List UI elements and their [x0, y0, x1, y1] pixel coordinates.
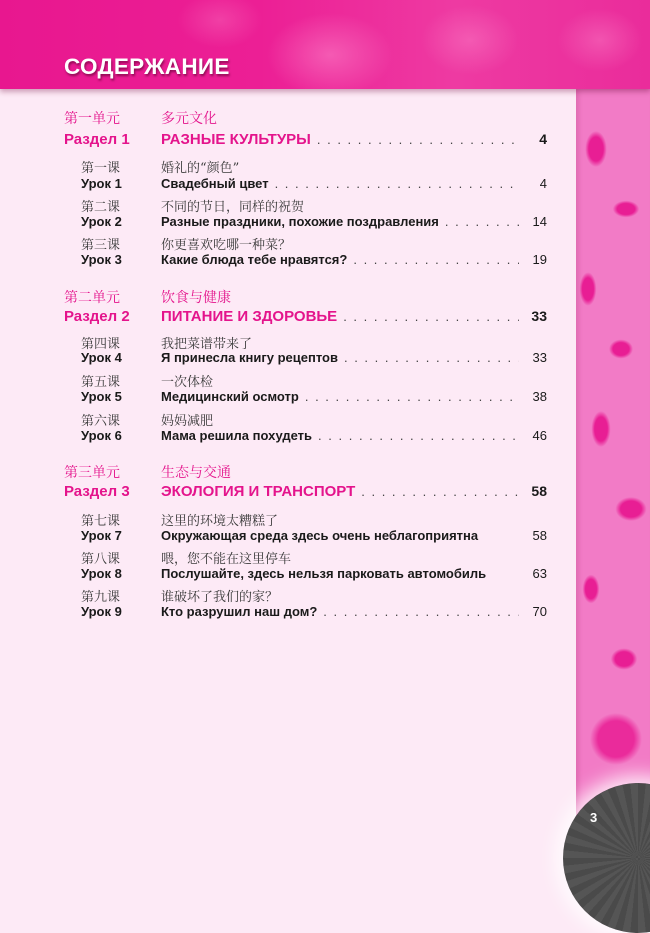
toc-entry-lesson-2[interactable] [161, 214, 547, 229]
lesson-cn-title: 妈妈减肥 [161, 414, 214, 429]
page-title: СОДЕРЖАНИЕ [64, 54, 230, 79]
lesson-cn-title: 婚礼的“颜色” [161, 161, 240, 176]
toc-entry-lesson-3[interactable] [161, 252, 547, 267]
unit-ru-title: ЭКОЛОГИЯ И ТРАНСПОРТ [161, 483, 356, 500]
dot-leader [353, 252, 519, 267]
lesson-cn-title: 这里的环境太糟糕了 [161, 514, 279, 529]
dot-leader [318, 428, 519, 443]
dot-leader [445, 214, 519, 229]
toc-entry-lesson-7[interactable] [161, 528, 547, 543]
unit-cn-label: 第二单元 [64, 290, 120, 306]
lesson-ru-label[interactable]: Урок 2 [81, 214, 122, 229]
lesson-ru-title: Окружающая среда здесь очень неблагоприятна [161, 528, 479, 543]
unit-cn-label: 第一单元 [64, 111, 120, 127]
dot-leader [317, 132, 519, 147]
page-ref: 33 [532, 350, 547, 365]
lesson-ru-title: Какие блюда тебе нравятся? [161, 252, 348, 267]
lesson-ru-label[interactable]: Урок 8 [81, 566, 122, 581]
lesson-ru-title: Медицинский осмотр [161, 389, 299, 404]
unit-cn-title: 多元文化 [161, 111, 217, 127]
toc-entry-lesson-9[interactable] [161, 604, 547, 619]
unit-ru-label[interactable]: Раздел 1 [64, 131, 130, 148]
page-ref: 19 [532, 252, 547, 267]
page-ref: 14 [532, 214, 547, 229]
lesson-ru-title: Мама решила похудеть [161, 428, 313, 443]
lesson-ru-title: Свадебный цвет [161, 176, 269, 191]
lesson-cn-label: 第四课 [81, 337, 121, 352]
page-ref: 4 [539, 131, 547, 147]
unit-ru-title: ПИТАНИЕ И ЗДОРОВЬЕ [161, 308, 338, 325]
header-banner [0, 0, 650, 89]
dot-leader [323, 604, 519, 619]
unit-cn-label: 第三单元 [64, 465, 120, 481]
lesson-cn-label: 第一课 [81, 161, 121, 176]
lesson-ru-title: Я принесла книгу рецептов [161, 350, 338, 365]
toc-entry-unit-2[interactable] [161, 308, 547, 325]
toc-entry-lesson-6[interactable] [161, 428, 547, 443]
page-number: 3 [590, 810, 598, 825]
lesson-ru-label[interactable]: Урок 7 [81, 528, 122, 543]
decorative-floral-strip [576, 89, 650, 869]
lesson-cn-label: 第三课 [81, 238, 121, 253]
unit-cn-title: 生态与交通 [161, 465, 231, 481]
unit-ru-label[interactable]: Раздел 3 [64, 483, 130, 500]
lesson-cn-title: 不同的节日，同样的祝贺 [161, 200, 305, 215]
lesson-cn-label: 第五课 [81, 375, 121, 390]
unit-ru-title: РАЗНЫЕ КУЛЬТУРЫ [161, 131, 311, 148]
unit-ru-label[interactable]: Раздел 2 [64, 308, 130, 325]
unit-cn-title: 饮食与健康 [161, 290, 231, 306]
toc-entry-unit-3[interactable] [161, 483, 547, 500]
dot-leader [344, 350, 519, 365]
page-ref: 4 [539, 176, 547, 191]
lesson-ru-label[interactable]: Урок 4 [81, 350, 122, 365]
lesson-ru-title: Разные праздники, похожие поздравления [161, 214, 439, 229]
lesson-ru-label[interactable]: Урок 9 [81, 604, 122, 619]
dot-leader [305, 389, 519, 404]
page-ref: 63 [532, 566, 547, 581]
lesson-cn-label: 第七课 [81, 514, 121, 529]
page-ref: 58 [531, 483, 547, 499]
lesson-cn-label: 第八课 [81, 552, 121, 567]
toc-entry-lesson-5[interactable] [161, 389, 547, 404]
lesson-cn-title: 你更喜欢吃哪一种菜？ [161, 238, 292, 253]
page-ref: 46 [532, 428, 547, 443]
page-ref: 58 [532, 528, 547, 543]
lesson-cn-label: 第九课 [81, 590, 121, 605]
lesson-ru-title: Послушайте, здесь нельзя парковать автомобиль [161, 566, 487, 581]
lesson-ru-label[interactable]: Урок 5 [81, 389, 122, 404]
lesson-cn-title: 我把菜谱带来了 [161, 337, 253, 352]
toc-entry-lesson-4[interactable] [161, 350, 547, 365]
toc-entry-lesson-1[interactable] [161, 176, 547, 191]
lesson-cn-label: 第六课 [81, 414, 121, 429]
page-ref: 70 [532, 604, 547, 619]
lesson-cn-title: 谁破坏了我们的家？ [161, 590, 279, 605]
toc-entry-unit-1[interactable] [161, 131, 547, 148]
dot-leader [361, 484, 519, 499]
toc-entry-lesson-8[interactable] [161, 566, 547, 581]
lesson-cn-title: 一次体检 [161, 375, 214, 390]
dot-leader [275, 176, 519, 191]
lesson-ru-label[interactable]: Урок 1 [81, 176, 122, 191]
lesson-cn-title: 喂，您不能在这里停车 [161, 552, 292, 567]
lesson-ru-title: Кто разрушил наш дом? [161, 604, 318, 619]
page-ref: 33 [531, 308, 547, 324]
lesson-cn-label: 第二课 [81, 200, 121, 215]
lesson-ru-label[interactable]: Урок 3 [81, 252, 122, 267]
page-ref: 38 [532, 389, 547, 404]
lesson-ru-label[interactable]: Урок 6 [81, 428, 122, 443]
dot-leader [343, 309, 519, 324]
